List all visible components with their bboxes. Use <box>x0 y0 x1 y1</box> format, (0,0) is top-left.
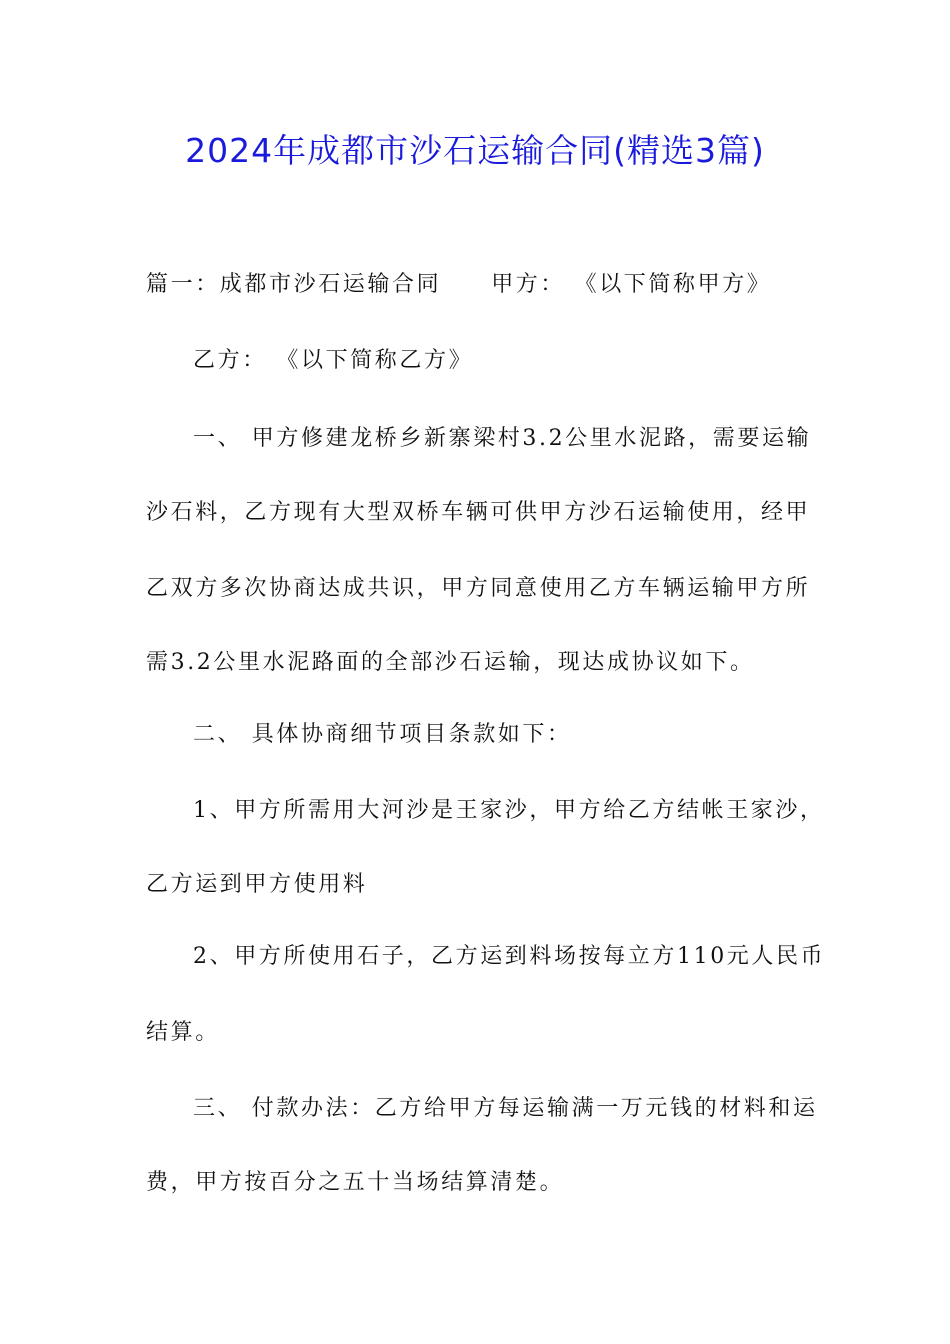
party-b: 乙方： 《以下简称乙方》 <box>193 348 474 373</box>
paragraph-line: 2、甲方所使用石子，乙方运到料场按每立方110元人民币 <box>193 944 826 969</box>
section-heading: 篇一：成都市沙石运输合同 <box>146 272 442 297</box>
paragraph-line: 乙双方多次协商达成共识，甲方同意使用乙方车辆运输甲方所 <box>146 576 811 601</box>
paragraph-line: 乙方运到甲方使用料 <box>146 872 368 897</box>
document-title: 2024年成都市沙石运输合同(精选3篇) <box>185 131 765 170</box>
paragraph-line: 1、甲方所需用大河沙是王家沙，甲方给乙方结帐王家沙， <box>193 798 825 823</box>
section-heading-line <box>146 270 771 300</box>
paragraph-line: 二、 具体协商细节项目条款如下： <box>193 722 572 747</box>
party-a: 甲方： 《以下简称甲方》 <box>491 272 772 297</box>
paragraph-line: 一、 甲方修建龙桥乡新寨梁村3.2公里水泥路，需要运输 <box>193 426 812 451</box>
paragraph-line: 沙石料，乙方现有大型双桥车辆可供甲方沙石运输使用，经甲 <box>146 500 811 525</box>
paragraph-line: 结算。 <box>146 1020 220 1045</box>
paragraph-line: 三、 付款办法：乙方给甲方每运输满一万元钱的材料和运 <box>193 1096 818 1121</box>
paragraph-line: 需3.2公里水泥路面的全部沙石运输，现达成协议如下。 <box>146 650 755 675</box>
paragraph-line: 费，甲方按百分之五十当场结算清楚。 <box>146 1170 565 1195</box>
